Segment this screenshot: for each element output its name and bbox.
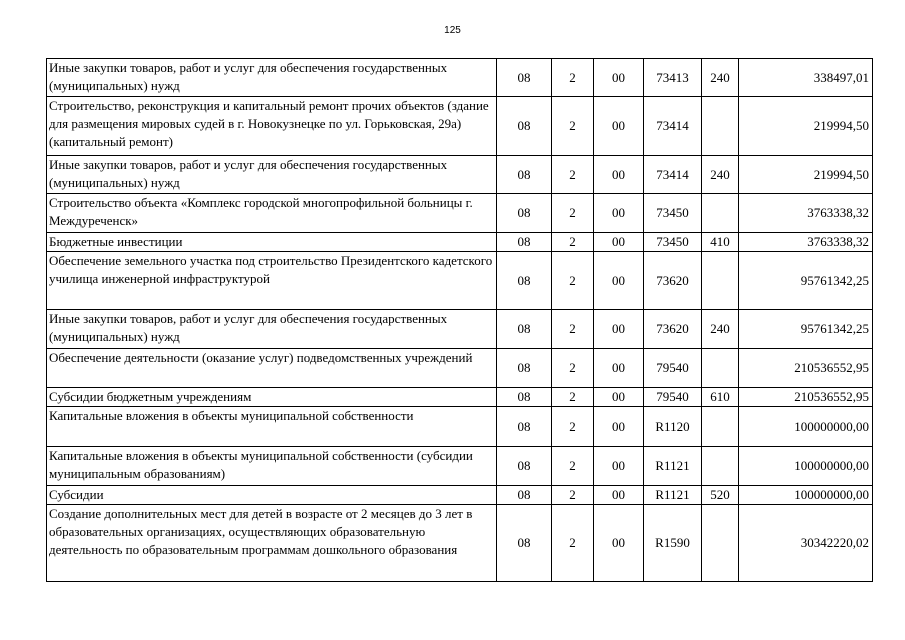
row-program: 00 — [594, 97, 644, 156]
table-row — [47, 194, 873, 233]
row-name: Субсидии бюджетным учреждениям — [47, 388, 497, 407]
row-direction: 73620 — [644, 252, 702, 310]
row-amount: 210536552,95 — [739, 388, 873, 407]
row-expense-type: 240 — [702, 310, 739, 349]
row-expense-type — [702, 252, 739, 310]
row-subsection: 2 — [552, 486, 594, 505]
row-amount: 95761342,25 — [739, 252, 873, 310]
row-program: 00 — [594, 233, 644, 252]
row-program: 00 — [594, 349, 644, 388]
row-amount: 100000000,00 — [739, 486, 873, 505]
row-name: Иные закупки товаров, работ и услуг для обеспечения государственных (муниципальных) нужд — [47, 310, 497, 349]
row-amount: 219994,50 — [739, 97, 873, 156]
row-program: 00 — [594, 59, 644, 97]
row-direction: 73450 — [644, 194, 702, 233]
row-expense-type — [702, 194, 739, 233]
page-number: 125 — [444, 25, 461, 36]
row-expense-type: 240 — [702, 59, 739, 97]
row-subsection: 2 — [552, 407, 594, 447]
row-name: Субсидии — [47, 486, 497, 505]
table-row — [47, 156, 873, 194]
row-direction: R1121 — [644, 486, 702, 505]
row-amount: 30342220,02 — [739, 505, 873, 582]
row-program: 00 — [594, 505, 644, 582]
row-subsection: 2 — [552, 388, 594, 407]
row-section: 08 — [497, 447, 552, 486]
table-row — [47, 252, 873, 310]
row-section: 08 — [497, 505, 552, 582]
row-expense-type — [702, 407, 739, 447]
table-row — [47, 349, 873, 388]
row-section: 08 — [497, 97, 552, 156]
row-name: Капитальные вложения в объекты муниципальной собственности — [47, 407, 497, 447]
row-program: 00 — [594, 310, 644, 349]
row-amount: 219994,50 — [739, 156, 873, 194]
row-section: 08 — [497, 388, 552, 407]
table-row — [47, 407, 873, 447]
row-direction: 73450 — [644, 233, 702, 252]
row-section: 08 — [497, 59, 552, 97]
row-subsection: 2 — [552, 310, 594, 349]
row-program: 00 — [594, 194, 644, 233]
row-direction: R1121 — [644, 447, 702, 486]
table-row — [47, 505, 873, 582]
row-amount: 3763338,32 — [739, 233, 873, 252]
row-subsection: 2 — [552, 505, 594, 582]
row-amount: 338497,01 — [739, 59, 873, 97]
table-row — [47, 59, 873, 97]
row-expense-type — [702, 447, 739, 486]
table-row — [47, 447, 873, 486]
row-name: Бюджетные инвестиции — [47, 233, 497, 252]
row-name: Обеспечение земельного участка под строительство Президентского кадетского училища инженерной инфраструктурой — [47, 252, 497, 310]
row-section: 08 — [497, 310, 552, 349]
row-subsection: 2 — [552, 233, 594, 252]
table-row — [47, 97, 873, 156]
row-name: Иные закупки товаров, работ и услуг для обеспечения государственных (муниципальных) нужд — [47, 156, 497, 194]
row-section: 08 — [497, 233, 552, 252]
row-direction: 73414 — [644, 156, 702, 194]
row-subsection: 2 — [552, 156, 594, 194]
row-direction: 73413 — [644, 59, 702, 97]
row-program: 00 — [594, 447, 644, 486]
row-program: 00 — [594, 486, 644, 505]
row-amount: 95761342,25 — [739, 310, 873, 349]
row-expense-type — [702, 505, 739, 582]
row-expense-type — [702, 97, 739, 156]
row-direction: R1120 — [644, 407, 702, 447]
row-subsection: 2 — [552, 194, 594, 233]
table-row — [47, 233, 873, 252]
row-direction: R1590 — [644, 505, 702, 582]
row-subsection: 2 — [552, 97, 594, 156]
row-name: Создание дополнительных мест для детей в возрасте от 2 месяцев до 3 лет в образовательных организациях, осуществляющих образовательную деятельность по образовательным программам дошкольного образования — [47, 505, 497, 582]
row-program: 00 — [594, 388, 644, 407]
row-section: 08 — [497, 194, 552, 233]
row-subsection: 2 — [552, 349, 594, 388]
row-amount: 3763338,32 — [739, 194, 873, 233]
row-expense-type: 610 — [702, 388, 739, 407]
row-name: Капитальные вложения в объекты муниципальной собственности (субсидии муниципальным образованиям) — [47, 447, 497, 486]
row-expense-type: 240 — [702, 156, 739, 194]
row-subsection: 2 — [552, 59, 594, 97]
row-subsection: 2 — [552, 447, 594, 486]
row-program: 00 — [594, 407, 644, 447]
row-expense-type: 520 — [702, 486, 739, 505]
row-name: Строительство объекта «Комплекс городской многопрофильной больницы г. Междуреченск» — [47, 194, 497, 233]
row-section: 08 — [497, 156, 552, 194]
table-row — [47, 310, 873, 349]
row-program: 00 — [594, 156, 644, 194]
row-section: 08 — [497, 349, 552, 388]
row-amount: 210536552,95 — [739, 349, 873, 388]
row-name: Обеспечение деятельности (оказание услуг) подведомственных учреждений — [47, 349, 497, 388]
row-direction: 73620 — [644, 310, 702, 349]
row-expense-type — [702, 349, 739, 388]
row-direction: 79540 — [644, 388, 702, 407]
row-program: 00 — [594, 252, 644, 310]
row-name: Строительство, реконструкция и капитальный ремонт прочих объектов (здание для размещения мировых судей в г. Новокузнецке по ул. Горьковская, 29а) (капитальный ремонт) — [47, 97, 497, 156]
budget-table — [46, 58, 873, 582]
row-section: 08 — [497, 407, 552, 447]
row-amount: 100000000,00 — [739, 407, 873, 447]
row-amount: 100000000,00 — [739, 447, 873, 486]
row-expense-type: 410 — [702, 233, 739, 252]
row-name: Иные закупки товаров, работ и услуг для обеспечения государственных (муниципальных) нужд — [47, 59, 497, 97]
row-direction: 79540 — [644, 349, 702, 388]
row-section: 08 — [497, 252, 552, 310]
table-row — [47, 486, 873, 505]
table-row — [47, 388, 873, 407]
row-direction: 73414 — [644, 97, 702, 156]
row-subsection: 2 — [552, 252, 594, 310]
row-section: 08 — [497, 486, 552, 505]
